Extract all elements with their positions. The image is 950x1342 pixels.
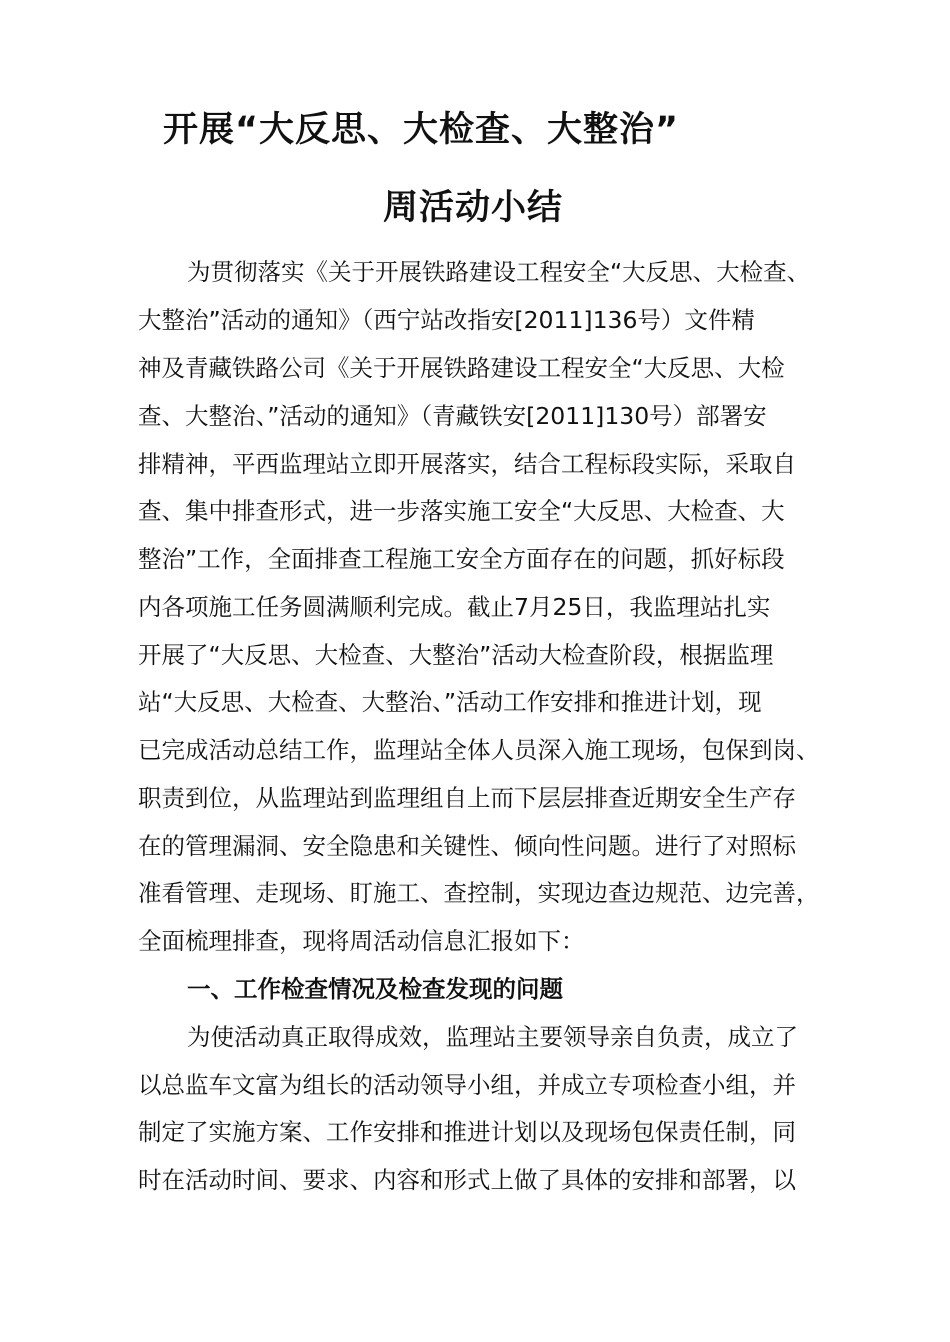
paragraph1-line: 在的管理漏洞、安全隐患和关键性、倾向性问题。进行了对照标 bbox=[138, 832, 796, 860]
paragraph2-line: 以总监车文富为组长的活动领导小组，并成立专项检查小组，并 bbox=[138, 1071, 796, 1099]
document-title-line2: 周活动小结 bbox=[383, 188, 564, 228]
paragraph1-line: 为贯彻落实《关于开展铁路建设工程安全“大反思、大检查、 bbox=[187, 258, 811, 286]
paragraph1-line: 排精神，平西监理站立即开展落实，结合工程标段实际，采取自 bbox=[138, 450, 796, 478]
paragraph2-line: 时在活动时间、要求、内容和形式上做了具体的安排和部署，以 bbox=[138, 1166, 796, 1194]
paragraph1-line: 职责到位，从监理站到监理组自上而下层层排查近期安全生产存 bbox=[138, 784, 796, 812]
document-title-line1: 开展“大反思、大检查、大整治” bbox=[163, 110, 680, 150]
paragraph1-line: 准看管理、走现场、盯施工、查控制，实现边查边规范、边完善， bbox=[138, 879, 820, 907]
paragraph1-line: 神及青藏铁路公司《关于开展铁路建设工程安全“大反思、大检 bbox=[138, 354, 785, 382]
paragraph1-line: 整治”工作，全面排查工程施工安全方面存在的问题，抓好标段 bbox=[138, 545, 785, 573]
paragraph1-line: 大整治”活动的通知》（西宁站改指安[2011]136号）文件精 bbox=[138, 306, 755, 334]
paragraph1-line: 内各项施工任务圆满顺利完成。截止7月25日，我监理站扎实 bbox=[138, 593, 771, 621]
paragraph1-line: 查、集中排查形式，进一步落实施工安全“大反思、大检查、大 bbox=[138, 497, 785, 525]
paragraph2-line: 制定了实施方案、工作安排和推进计划以及现场包保责任制，同 bbox=[138, 1118, 796, 1146]
paragraph1-line: 已完成活动总结工作，监理站全体人员深入施工现场，包保到岗、 bbox=[138, 736, 820, 764]
paragraph1-line: 查、大整治、”活动的通知》（青藏铁安[2011]130号）部署安 bbox=[138, 402, 767, 430]
section-heading: 一、工作检查情况及检查发现的问题 bbox=[187, 975, 563, 1003]
paragraph1-line: 开展了“大反思、大检查、大整治”活动大检查阶段，根据监理 bbox=[138, 641, 774, 669]
paragraph1-line: 站“大反思、大检查、大整治、”活动工作安排和推进计划，现 bbox=[138, 688, 762, 716]
paragraph2-line: 为使活动真正取得成效，监理站主要领导亲自负责，成立了 bbox=[187, 1023, 798, 1051]
paragraph1-line: 全面梳理排查，现将周活动信息汇报如下： bbox=[138, 927, 585, 955]
